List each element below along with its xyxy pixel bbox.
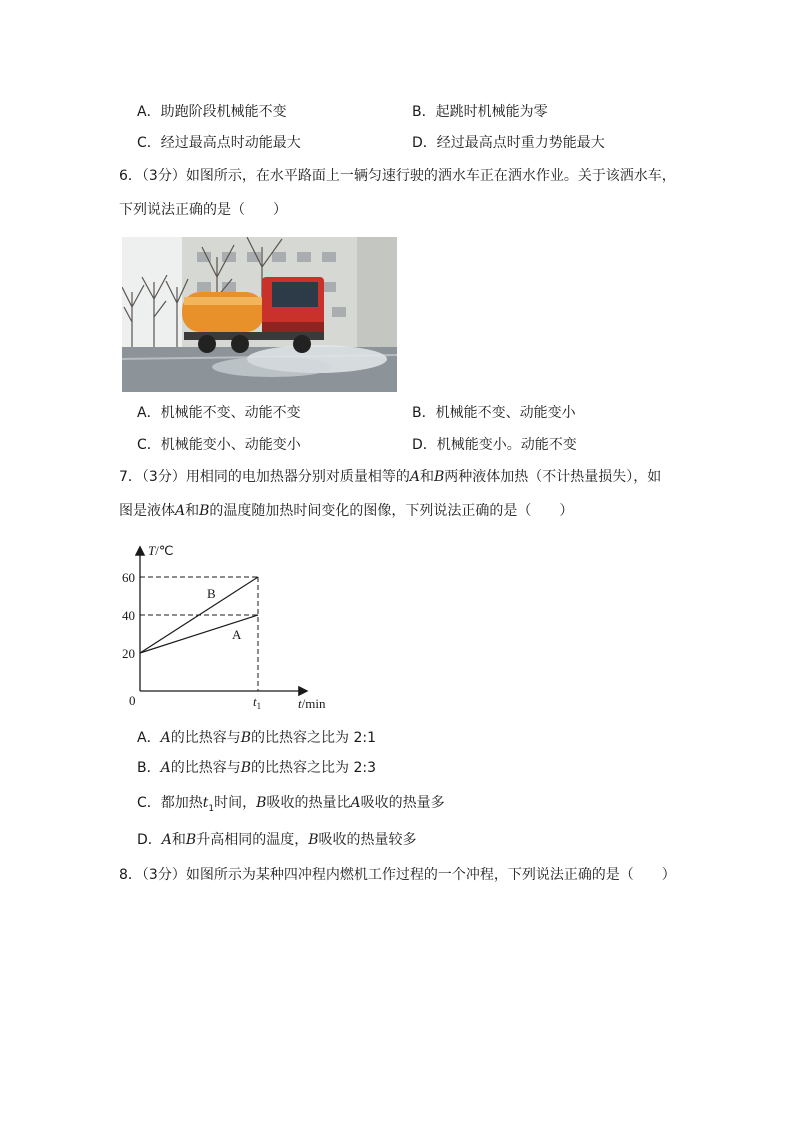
y-tick-40: 40 — [122, 608, 135, 623]
var-t: t — [202, 795, 209, 811]
water-sprinkler-truck-photo — [122, 237, 397, 392]
q6-option-b: B．机械能不变、动能变小 — [412, 405, 576, 421]
var-a: A — [160, 760, 171, 776]
option-text: D． — [137, 832, 162, 848]
var-b: B — [240, 730, 251, 746]
q5-option-b: B．起跳时机械能为零 — [412, 104, 548, 120]
option-text: 吸收的热量比 — [266, 795, 351, 811]
q5-option-d: D．经过最高点时重力势能最大 — [412, 135, 605, 151]
temperature-time-graph — [118, 538, 338, 713]
subscript: 1 — [208, 803, 215, 814]
option-text: A． — [137, 730, 161, 746]
series-a-label: A — [232, 627, 242, 642]
option-text: C．都加热 — [137, 795, 203, 811]
q5-option-c: C．经过最高点时动能最大 — [137, 135, 301, 151]
var-b: B — [256, 795, 267, 811]
option-text: 吸收的热量多 — [360, 795, 445, 811]
x-axis-label — [298, 696, 326, 711]
q6-stem-line1: 6．（3分）如图所示，在水平路面上一辆匀速行驶的洒水车正在洒水作业。关于该洒水车， — [119, 168, 676, 184]
var-a: A — [175, 503, 186, 519]
option-text: 的比热容之比为 2:3 — [251, 760, 377, 776]
q8-stem: 8．（3分）如图所示为某种四冲程内燃机工作过程的一个冲程，下列说法正确的是（ ） — [119, 867, 676, 883]
var-a: A — [350, 795, 361, 811]
q6-option-c: C．机械能变小、动能变小 — [137, 437, 301, 453]
series-b-label: B — [207, 586, 216, 601]
option-text: 的比热容之比为 2:1 — [251, 730, 376, 746]
q7-option-b — [137, 758, 376, 778]
q7-stem-text: 图是液体 — [119, 503, 175, 519]
option-text: 和 — [171, 832, 186, 848]
var-b: B — [433, 469, 445, 485]
graph-svg — [118, 538, 338, 713]
x-tick-t1 — [253, 694, 261, 711]
option-text: 升高相同的温度， — [196, 832, 309, 848]
y-axis-var: T — [148, 543, 156, 558]
q7-option-a — [137, 728, 376, 748]
truck-illustration — [122, 237, 397, 392]
var-b: B — [308, 832, 319, 848]
var-b: B — [185, 832, 197, 848]
x-axis-var: t — [298, 696, 302, 711]
q7-stem-text: 和 — [185, 503, 200, 519]
option-text: 吸收的热量较多 — [318, 832, 417, 848]
var-b: B — [240, 760, 252, 776]
y-axis-unit: /℃ — [155, 543, 174, 558]
var-a: A — [161, 832, 172, 848]
var-a: A — [409, 469, 420, 485]
y-axis-label — [148, 543, 173, 558]
origin-label: 0 — [129, 693, 136, 708]
x-tick-var: t — [253, 694, 257, 709]
option-text: B． — [137, 760, 161, 776]
var-b: B — [199, 503, 210, 519]
option-text: 时间， — [214, 795, 257, 811]
option-text: 的比热容与 — [170, 730, 241, 746]
q7-option-d — [137, 830, 417, 850]
q7-stem-text: 和 — [419, 469, 434, 485]
q7-stem-text: 的温度随加热时间变化的图像，下列说法正确的是（ ） — [209, 503, 574, 519]
q6-option-a: A．机械能不变、动能不变 — [137, 405, 301, 421]
q6-stem-line2: 下列说法正确的是（ ） — [119, 202, 287, 218]
y-tick-20: 20 — [122, 646, 135, 661]
q5-option-a: A．助跑阶段机械能不变 — [137, 104, 287, 120]
y-tick-60: 60 — [122, 570, 135, 585]
q7-stem-line2 — [119, 501, 573, 521]
option-text: 的比热容与 — [170, 760, 241, 776]
q7-stem-text: 两种液体加热（不计热量损失），如 — [444, 469, 662, 485]
x-tick-sub: 1 — [256, 701, 262, 711]
var-a: A — [160, 730, 171, 746]
q7-stem-text: 7．（3分）用相同的电加热器分别对质量相等的 — [119, 469, 410, 485]
x-axis-unit: /min — [301, 696, 326, 711]
q7-stem-line1 — [119, 467, 661, 487]
q7-option-c — [137, 793, 445, 819]
q6-option-d: D．机械能变小。动能不变 — [412, 437, 577, 453]
